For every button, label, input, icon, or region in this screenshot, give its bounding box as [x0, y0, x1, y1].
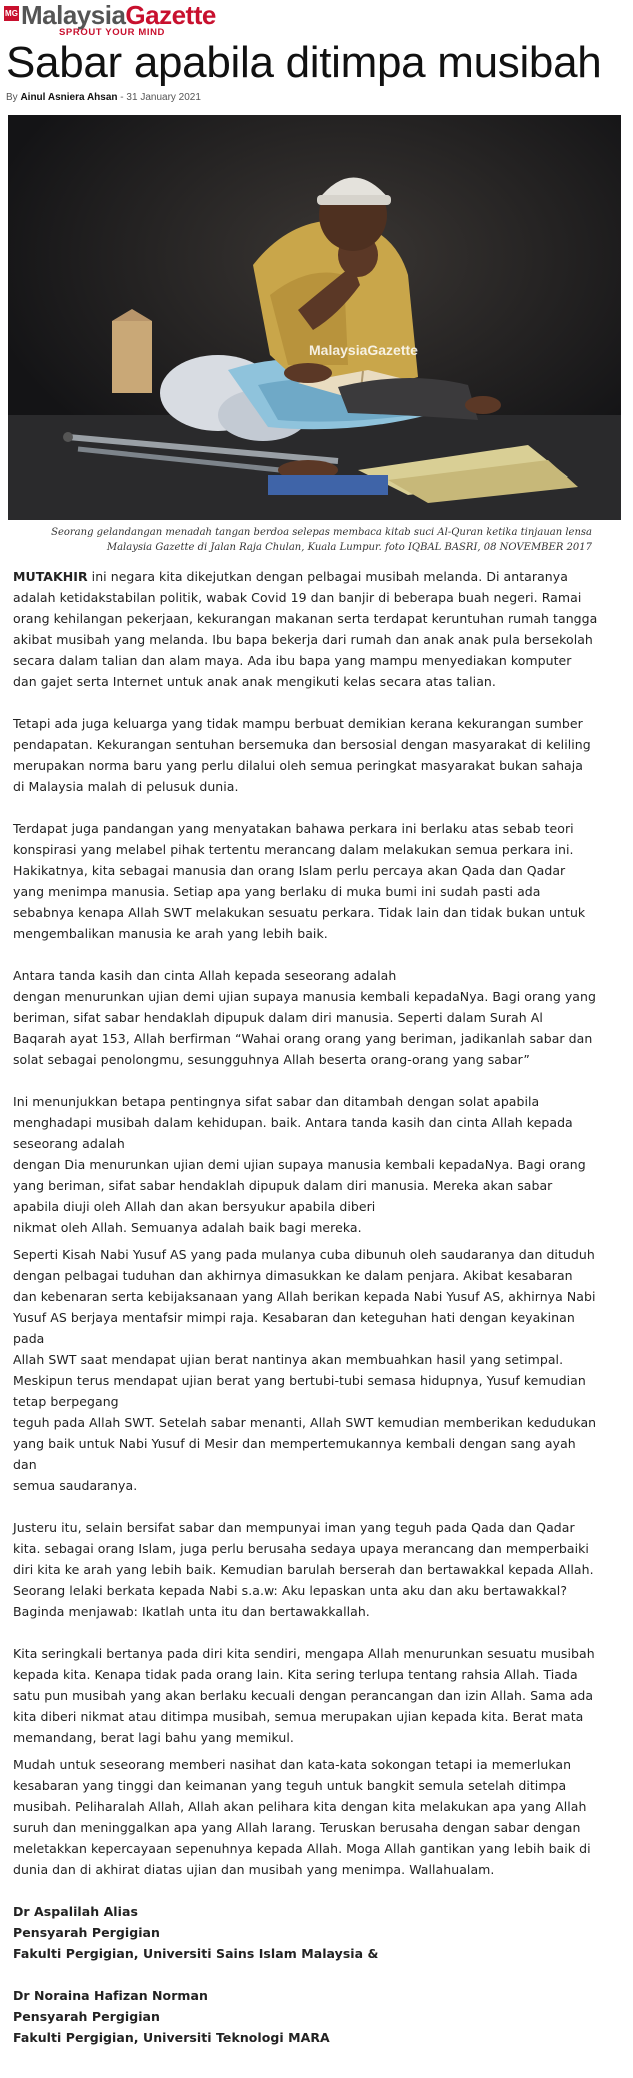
paragraph-8: Kita seringkali bertanya pada diri kita sendiri, mengapa Allah menurunkan sesuatu musibah kepada kita. Kenapa tidak pada orang lain. Kita sering terlupa tentang rahsia Allah. Tiada satu pun musibah yang akan berlaku kecuali dengan perancangan dan izin Allah. Sama ada kita diberi nikmat atau ditimpa musibah, semua merupakan ujian kepada kita. Berat mata memandang, berat lagi bahu yang memikul. [13, 1646, 595, 1745]
paragraph-3: Terdapat juga pandangan yang menyatakan bahawa perkara ini berlaku atas sebab teori konspirasi yang melabel pihak tertentu merancang dalam melakukan semua perkara ini. Hakikatnya, kita sebagai manusia dan orang Islam perlu percaya akan Qada dan Qadar yang menimpa manusia. Setiap apa yang berlaku di muka bumi ini sudah pasti ada sebabnya kenapa Allah SWT melakukan sesuatu perkara. Tidak lain dan tidak bukan untuk mengembalikan manusia ke arah yang lebih baik. [13, 821, 586, 941]
logo-word-malaysia: Malaysia [21, 0, 126, 30]
lead-word: MUTAKHIR [13, 569, 88, 584]
photo-watermark: MalaysiaGazette [309, 342, 418, 358]
paragraph-7: Justeru itu, selain bersifat sabar dan mempunyai iman yang teguh pada Qada dan Qadar kita. sebagai orang Islam, juga perlu berusaha sedaya upaya merancang dan memperbaiki diri kita ke arah yang lebih baik. Kemudian barulah berserah dan bertawakkal kepada Allah. Seorang lelaki berkata kepada Nabi s.a.w: Aku lepaskan unta aku dan aku bertawakkal? Baginda menjawab: Ikatlah unta itu dan bertawakkallah. [13, 1520, 594, 1619]
paragraph-9: Mudah untuk seseorang memberi nasihat dan kata-kata sokongan tetapi ia memerlukan kesabaran yang tinggi dan keimanan yang teguh untuk bangkit semula setelah ditimpa musibah. Peliharalah Allah, Allah akan pelihara kita dengan kita melakukan apa yang Allah suruh dan meninggalkan apa yang Allah larang. Teruskan berusaha dengan sabar dengan meletakkan kepercayaan sepenuhnya kepada Allah. Moga Allah gantikan yang lebih baik di dunia dan di akhirat diatas ujian dan musibah yang menimpa. Wallahualam. [13, 1757, 591, 1877]
paragraph-4: Antara tanda kasih dan cinta Allah kepada seseorang adalah dengan menurunkan ujian demi ujian supaya manusia kembali kepadaNya. Bagi orang yang beriman, sifat sabar hendaklah dipupuk dalam diri manusia. Seperti dalam Surah Al Baqarah ayat 153, Allah berfirman “Wahai orang orang yang beriman, jadikanlah sabar dan solat sebagai penolongmu, sesungguhnya Allah beserta orang-orang yang sabar” [13, 968, 596, 1067]
logo-tagline: SPROUT YOUR MIND [59, 27, 166, 38]
featured-photo [8, 115, 621, 520]
signature-1-name: Dr Aspalilah Alias [13, 1904, 138, 1919]
signature-2-role: Pensyarah Pergigian [13, 2009, 160, 2024]
paragraph-1-text: ini negara kita dikejutkan dengan pelbagai musibah melanda. Di antaranya adalah ketidakstabilan politik, wabak Covid 19 dan banjir di beberapa buah negeri. Ramai orang kehilangan pekerjaan, kekurangan makanan serta terdapat keruntuhan rumah tangga akibat musibah yang melanda. Ibu bapa bekerja dari rumah dan anak anak pula bersekolah secara dalam talian dan alam maya. Ada ibu bapa yang mampu menyediakan komputer dan gajet serta Internet untuk anak anak mengikuti kelas secara atas talian. [13, 569, 598, 689]
author-link[interactable]: Ainul Asniera Ahsan [20, 92, 118, 103]
logo-word-gazette: Gazette [125, 0, 216, 30]
signature-1-role: Pensyarah Pergigian [13, 1925, 160, 1940]
article-body [13, 566, 598, 2048]
paragraph-6: Seperti Kisah Nabi Yusuf AS yang pada mulanya cuba dibunuh oleh saudaranya dan dituduh dengan pelbagai tuduhan dan akhirnya dimasukkan ke dalam penjara. Akibat kesabaran dan kebenaran serta kebijaksanaan yang Allah berikan kepada Nabi Yusuf AS, akhirnya Nabi Yusuf AS berjaya mentafsir mimpi raja. Kesabaran dan keteguhan hati dengan keyakinan pada Allah SWT saat mendapat ujian berat nantinya akan membuahkan hasil yang setimpal. Meskipun terus mendapat ujian berat yang bertubi-tubi semasa hidupnya, Yusuf kemudian tetap berpegang teguh pada Allah SWT. Setelah sabar menanti, Allah SWT kemudian memberikan kedudukan yang baik untuk Nabi Yusuf di Mesir dan mempertemukannya kembali dengan sang ayah dan semua saudaranya. [13, 1247, 597, 1493]
signature-1-org: Fakulti Pergigian, Universiti Sains Islam Malaysia & [13, 1946, 379, 1961]
signature-2-name: Dr Noraina Hafizan Norman [13, 1988, 208, 2003]
signature-2-org: Fakulti Pergigian, Universiti Teknologi MARA [13, 2030, 330, 2045]
paragraph-5: Ini menunjukkan betapa pentingnya sifat sabar dan ditambah dengan solat apabila menghadapi musibah dalam kehidupan. baik. Antara tanda kasih dan cinta Allah kepada seseorang adalah dengan Dia menurunkan ujian demi ujian supaya manusia kembali kepadaNya. Bagi orang yang beriman, sifat sabar hendaklah dipupuk dalam diri manusia. Mereka akan sabar apabila diuji oleh Allah dan akan bersyukur apabila diberi nikmat oleh Allah. Semuanya adalah baik bagi mereka. [13, 1094, 586, 1235]
publish-date: 31 January 2021 [126, 92, 201, 103]
article-title: Sabar apabila ditimpa musibah [6, 38, 602, 87]
photo-illustration [8, 115, 621, 520]
byline [6, 92, 201, 103]
signature-block [13, 1901, 598, 2048]
site-logo[interactable] [4, 2, 216, 36]
paragraph-1 [13, 566, 598, 692]
byline-separator: - [120, 92, 124, 103]
paragraph-2: Tetapi ada juga keluarga yang tidak mampu berbuat demikian kerana kekurangan sumber pendapatan. Kekurangan sentuhan bersemuka dan bersosial dengan masyarakat di keliling merupakan norma baru yang perlu dilalui oleh semua peringkat masyarakat bukan sahaja di Malaysia malah di pelusuk dunia. [13, 716, 591, 794]
logo-badge: MG [4, 6, 19, 21]
byline-by: By [6, 92, 18, 103]
photo-caption: Seorang gelandangan menadah tangan berdoa selepas membaca kitab suci Al-Quran ketika tinjauan lensa Malaysia Gazette di Jalan Raja Chulan, Kuala Lumpur. foto IQBAL BASRI, 08 NOVEMBER 2017 [51, 527, 592, 553]
